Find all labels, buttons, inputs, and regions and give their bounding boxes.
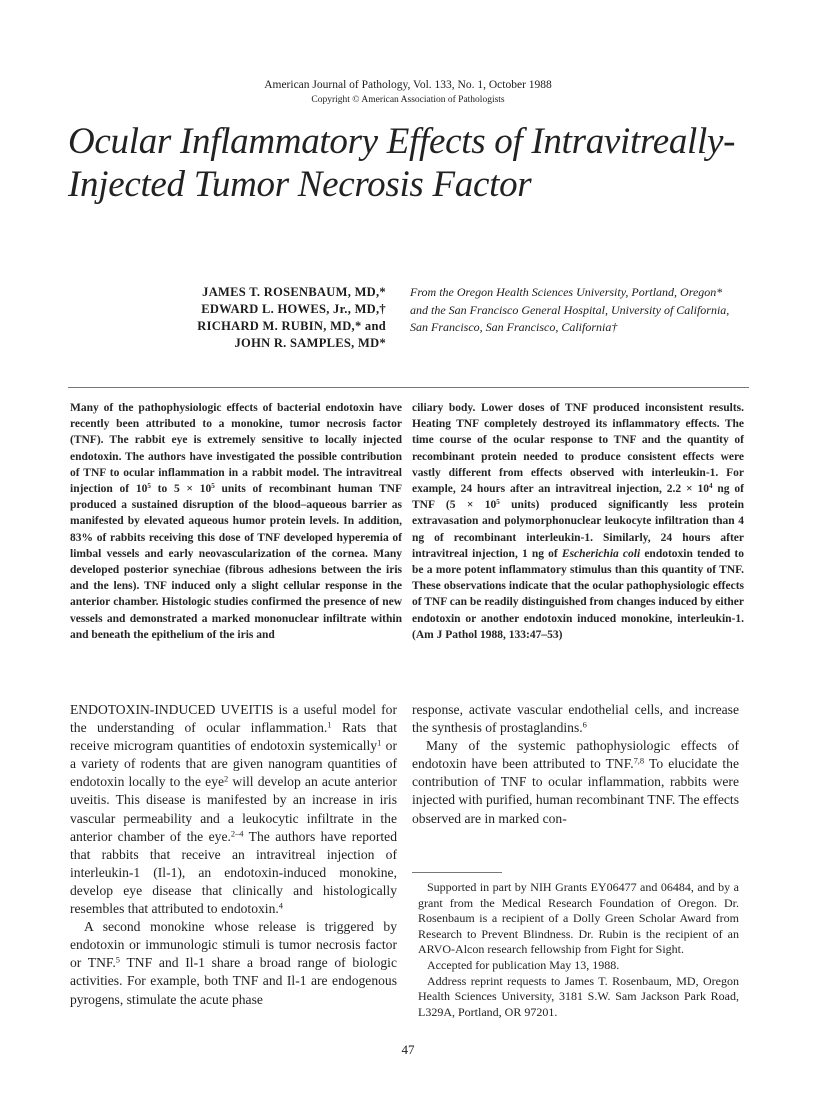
para1-ref-1: 1 [327, 719, 332, 730]
title-line-2: Injected Tumor Necrosis Factor [68, 164, 532, 205]
para2-ref-1: 5 [115, 954, 121, 965]
abstract-text-6: units) produced significantly less protein extravasation and polymorphonuclear leukocyte infiltration than 4 ng of recombinant interleukin-1. Similarly, 24 hours after intravitreal injection, 1 ng of [412, 499, 744, 560]
footnote-accepted: Accepted for publication May 13, 1988. [427, 957, 620, 972]
abstract-exp-1: 5 [147, 482, 151, 491]
abstract-num-1: 10 [135, 483, 148, 496]
author-1: JAMES T. ROSENBAUM, MD,* [202, 285, 386, 299]
abstract-exp-2: 5 [211, 482, 215, 491]
abstract-text-2: to 5 × [150, 483, 200, 496]
abstract-num-3: 10 [697, 483, 709, 496]
para1-text-d: will develop an acute anterior uveitis. This disease is manifested by an increase in iris vascular permeability and a leukocytic infiltrate in the anterior chamber of the eye. [70, 774, 398, 844]
body-left-column [70, 701, 397, 1009]
body-right-column [412, 701, 739, 828]
abstract-num-2: 10 [199, 483, 212, 496]
abstract-text-4: ciliary body. Lower doses of TNF produced inconsistent results. Heating TNF completely destroyed its inflammatory effects. The time course of the ocular response to TNF and the quantity of recombinant protein needed to produce consistent effects were vastly different from effects observed with interleukin-1. For example, 24 hours after an intravitreal injection, 2.2 × [412, 402, 744, 496]
abstract-text-1: Many of the pathophysiologic effects of bacterial endotoxin have recently been attributed to a monokine, tumor necrosis factor (TNF). The rabbit eye is extremely sensitive to locally injected endotoxin. The authors have investigated the possible contribution of TNF to ocular inflammation in a rabbit model. The intravitreal injection of [70, 402, 402, 496]
author-4: JOHN R. SAMPLES, MD* [234, 336, 386, 350]
affiliation-line-3: San Francisco, San Francisco, California† [410, 320, 618, 334]
abstract-exp-4: 5 [496, 498, 500, 507]
body-paragraph-1 [70, 701, 397, 918]
affiliation-line-2: and the San Francisco General Hospital, University of California, [410, 302, 730, 317]
author-2: EDWARD L. HOWES, Jr., MD,† [201, 302, 386, 316]
para2-text-a: A second monokine whose release is triggered by endotoxin or immunologic stimuli is tumor necrosis factor or TNF. [70, 919, 397, 971]
author-3: RICHARD M. RUBIN, MD,* and [197, 319, 386, 333]
abstract-divider [68, 387, 749, 388]
copyright-notice: Copyright © American Association of Pathologists [311, 95, 505, 105]
para1-ref-3: 2 [224, 773, 229, 784]
abstract-text-5: ng of TNF (5 × [412, 483, 744, 512]
para1-text-b: Rats that receive microgram quantities of endotoxin systemically [70, 720, 397, 754]
para2-ref-2: 6 [582, 719, 587, 730]
abstract-exp-3: 4 [708, 482, 713, 491]
para3-ref-1: 7,8 [633, 755, 645, 766]
para3-text-a: Many of the systemic pathophysiologic effects of endotoxin have been attributed to TNF. [412, 738, 739, 772]
affiliation-line-1: From the Oregon Health Sciences University, Portland, Oregon* [410, 285, 723, 299]
author-list [150, 284, 386, 352]
abstract-text-3: units of recombinant human TNF produced a sustained disruption of the blood–aqueous barrier as manifested by elevated aqueous humor protein levels. In addition, 83% of rabbits receiving this dose of TNF developed hyperemia of limbal vessels and early neovascularization of the cornea. Many developed posterior synechiae (fibrous adhesions between the iris and the lens). TNF induced only a slight cellular response in the anterior chamber. Histologic studies confirmed the presence of new vessels and demonstrated a marked mononuclear infiltrate within and beneath the epithelium of the iris and [70, 483, 403, 641]
body-paragraph-3 [412, 737, 739, 827]
footnote-divider [412, 872, 502, 873]
para3-text-b: To elucidate the contribution of TNF to ocular inflammation, rabbits were injected with purified, human recombinant TNF. The effects observed are in marked con- [412, 756, 739, 826]
abstract-text-7: endotoxin tended to be a more potent inflammatory stimulus than this quantity of TNF. These observations indicate that the ocular pathophysiologic effects of TNF can be readily distinguished from changes induced by either endotoxin or another endotoxin induced monokine, interleukin-1. (Am J Pathol 1988, 133:47–53) [412, 547, 744, 641]
para1-ref-5: 4 [278, 900, 283, 911]
para2-text-c: response, activate vascular endothelial cells, and increase the synthesis of prostaglandins. [412, 702, 739, 736]
body-paragraph-2 [70, 918, 397, 1008]
body-paragraph-2-continued [412, 701, 739, 737]
para1-ref-4: 2–4 [230, 828, 244, 839]
para1-ref-2: 1 [377, 737, 382, 748]
para1-text-e: The authors have reported that rabbits that receive an intravitreal injection of interleukin-1 (Il-1), an endotoxin-induced monokine, develop eye disease that clinically and histologically resembles that attributed to endotoxin. [70, 828, 397, 917]
para1-text-c: or a variety of rodents that are given nanogram quantities of endotoxin locally to the eye [70, 738, 397, 790]
footnote-address: Address reprint requests to James T. Rosenbaum, MD, Oregon Health Sciences University, 3181 S.W. Sam Jackson Park Road, L329A, Portland, OR 97201. [418, 973, 739, 1019]
footnotes [418, 880, 739, 1020]
journal-citation: American Journal of Pathology, Vol. 133, No. 1, October 1988 [264, 79, 552, 91]
abstract-left-column [70, 400, 402, 643]
page-number: 47 [401, 1042, 415, 1057]
abstract-organism: Escherichia coli [561, 547, 641, 560]
affiliation [410, 284, 770, 337]
para1-text-a: ENDOTOXIN-INDUCED UVEITIS is a useful model for the understanding of ocular inflammation. [70, 702, 397, 736]
journal-header [0, 78, 816, 108]
article-title [68, 120, 788, 206]
title-line-1: Ocular Inflammatory Effects of Intravitreally- [68, 121, 736, 162]
para2-text-b: TNF and Il-1 share a broad range of biologic activities. For example, both TNF and Il-1 are endogenous pyrogens, stimulate the acute phase [70, 955, 397, 1007]
abstract-num-4: 10 [484, 499, 497, 512]
abstract-right-column [412, 400, 744, 643]
footnote-support: Supported in part by NIH Grants EY06477 and 06484, and by a grant from the Medical Research Foundation of Oregon. Dr. Rosenbaum is a recipient of a Dolly Green Scholar Award from Research to Prevent Blindness. Dr. Rubin is the recipient of an ARVO-Alcon research fellowship from Fight for Sight. [418, 880, 739, 957]
